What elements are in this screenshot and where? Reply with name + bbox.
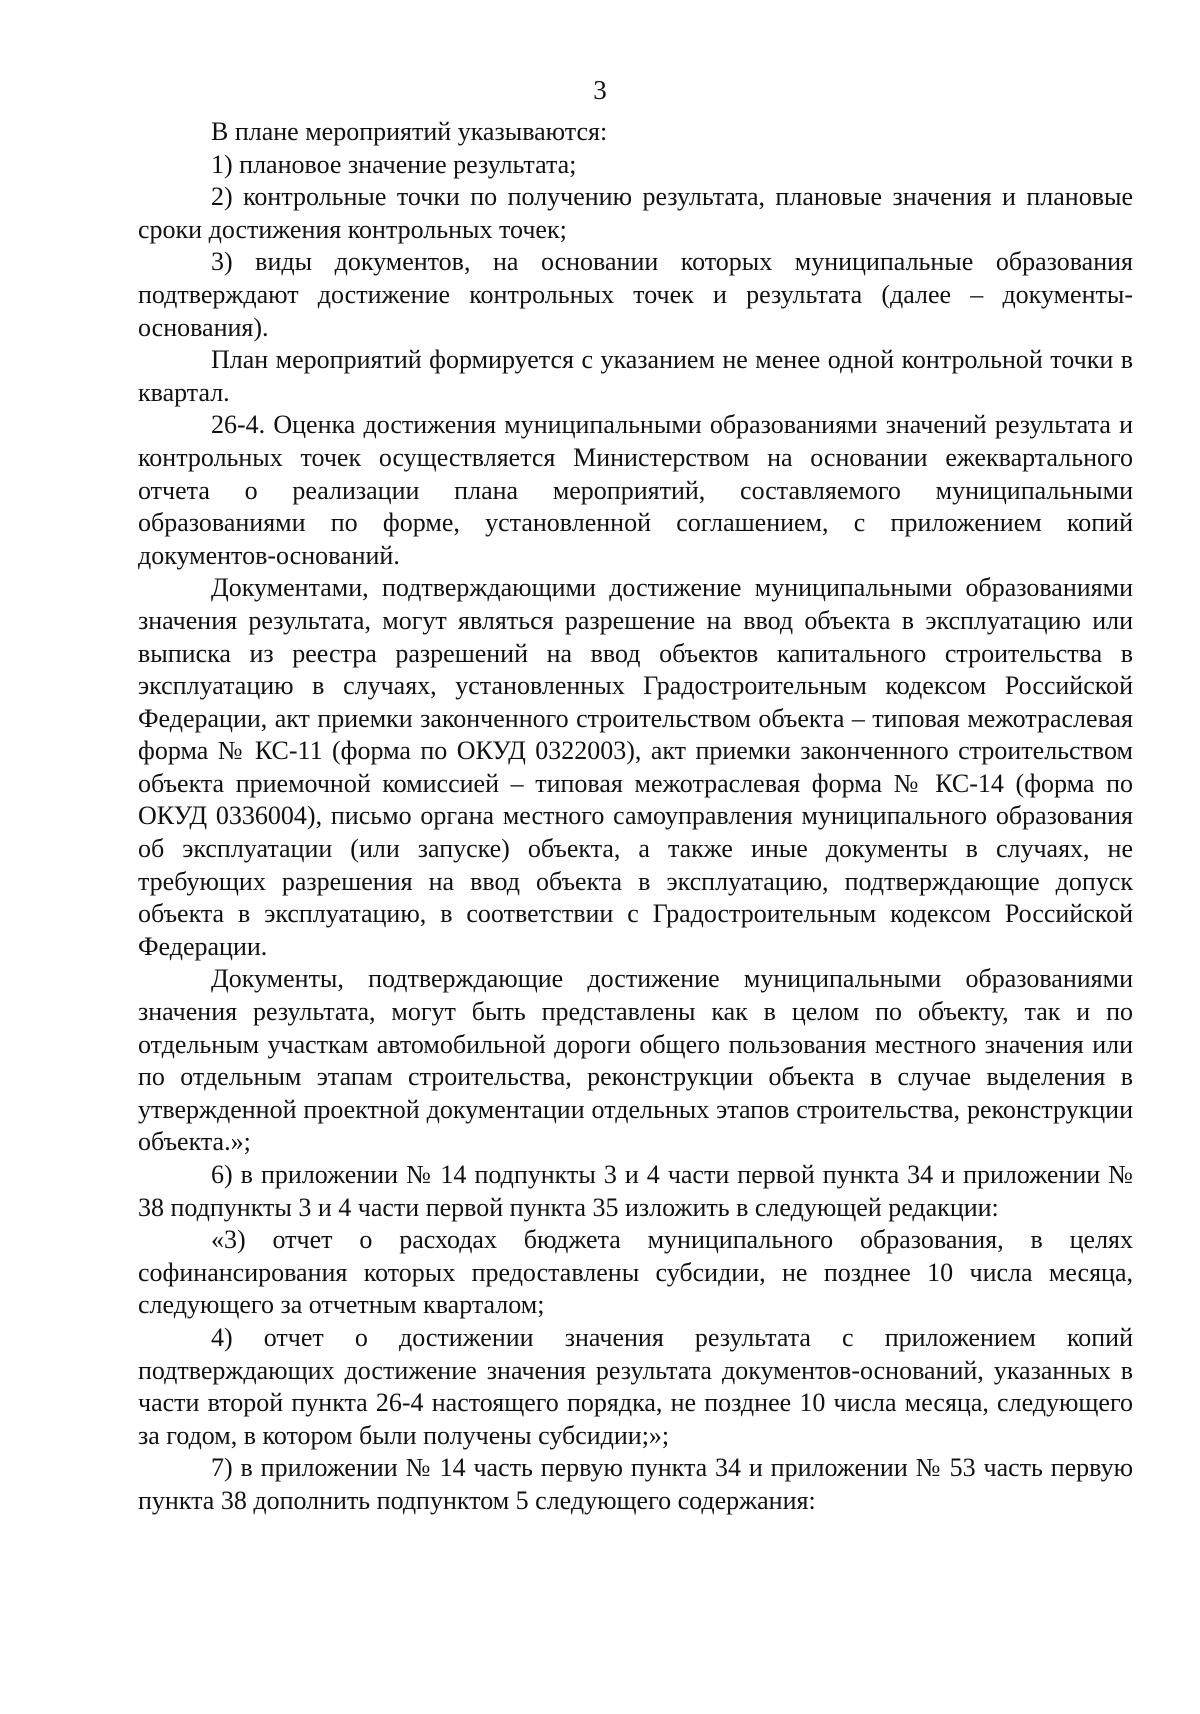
paragraph-item-3: 3) виды документов, на основании которых муниципальные образования подтверждают достижение контрольных точек и результата (далее – документы-основания). — [138, 247, 1133, 342]
paragraph-item-6: 6) в приложении № 14 подпункты 3 и 4 части первой пункта 34 и приложении № 38 подпункты 3 и 4 части первой пункта 35 изложить в следующей редакции: — [138, 1160, 1133, 1222]
paragraph-item-7: 7) в приложении № 14 часть первую пункта 34 и приложении № 53 часть первую пункта 38 дополнить подпунктом 5 следующего содержания: — [138, 1453, 1133, 1515]
paragraph-intro: В плане мероприятий указываются: — [211, 117, 608, 146]
paragraph-documents: Документами, подтверждающими достижение муниципальными образованиями значения результата, могут являться разрешение на ввод объекта в эксплуатацию или выписка из реестра разрешений на ввод объектов капитального строительства в эксплуатацию в случаях, установленных Градостроительным кодексом Российской Федерации, акт приемки законченного строительством объекта – типовая межотраслевая форма № КС-11 (форма по ОКУД 0322003), акт приемки законченного строительством объекта приемочной комиссией – типовая межотраслевая форма № КС-14 (форма по ОКУД 0336004), письмо органа местного самоуправления муниципального образования об эксплуатации (или запуске) объекта, а также иные документы в случаях, не требующих разрешения на ввод объекта в эксплуатацию, подтверждающие допуск объекта в эксплуатацию, в соответствии с Градостроительным кодексом Российской Федерации. — [138, 573, 1133, 961]
page-number: 3 — [593, 75, 607, 105]
paragraph-item-2: 2) контрольные точки по получению результата, плановые значения и плановые сроки достижения контрольных точек; — [138, 182, 1133, 244]
paragraph-26-4: 26-4. Оценка достижения муниципальными образованиями значений результата и контрольных точек осуществляется Министерством на основании ежеквартального отчета о реализации плана мероприятий, составляемого муниципальными образованиями по форме, установленной соглашением, с приложением копий документов-оснований. — [138, 410, 1133, 570]
paragraph-item-1: 1) плановое значение результата; — [211, 149, 577, 179]
paragraph-plan: План мероприятий формируется с указанием не менее одной контрольной точки в квартал. — [138, 345, 1133, 407]
paragraph-subitem-4: 4) отчет о достижении значения результата с приложением копий подтверждающих достижение значения результата документов-оснований, указанных в части второй пункта 26-4 настоящего порядка, не позднее 10 числа месяца, следующего за годом, в котором были получены субсидии;»; — [138, 1322, 1133, 1450]
document-body — [138, 116, 1133, 1518]
paragraph-subitem-3: «3) отчет о расходах бюджета муниципального образования, в целях софинансирования которых предоставлены субсидии, не позднее 10 числа месяца, следующего за отчетным кварталом; — [138, 1225, 1133, 1320]
paragraph-documents-representation: Документы, подтверждающие достижение муниципальными образованиями значения результата, могут быть представлены как в целом по объекту, так и по отдельным участкам автомобильной дороги общего пользования местного значения или по отдельным этапам строительства, реконструкции объекта в случае выделения в утвержденной проектной документации отдельных этапов строительства, реконструкции объекта.»; — [138, 964, 1133, 1157]
